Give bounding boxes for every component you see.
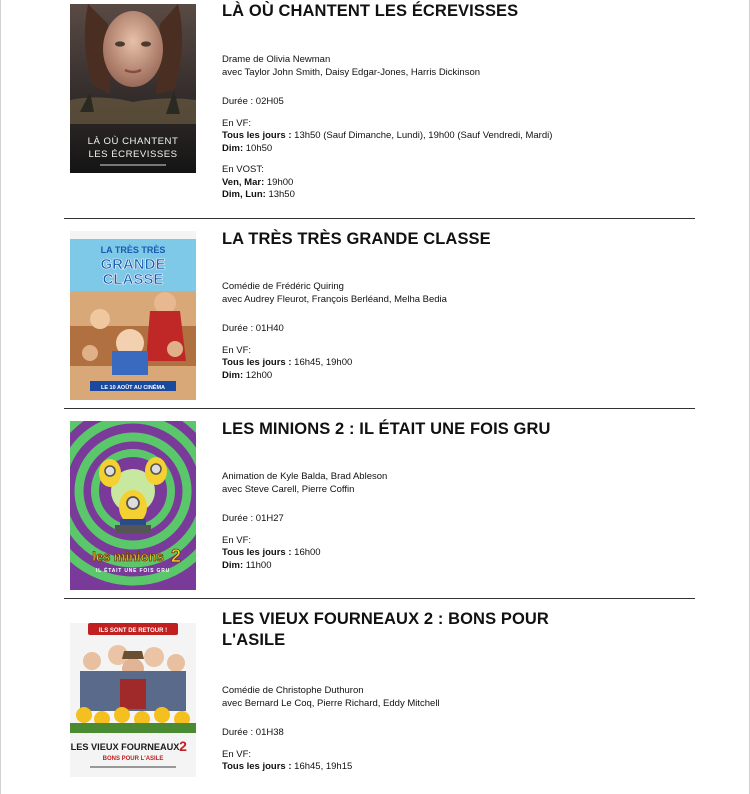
movie-poster[interactable] bbox=[70, 421, 196, 590]
movie-info bbox=[222, 54, 702, 202]
movie-info bbox=[222, 685, 702, 774]
poster-text: LES ÉCREVISSES bbox=[88, 149, 178, 160]
showtime-times: 11h00 bbox=[243, 559, 272, 571]
showtime-row bbox=[222, 143, 702, 156]
poster-text: les minions bbox=[92, 549, 164, 564]
showtime-row bbox=[222, 189, 702, 202]
showtime-days: Dim: bbox=[222, 369, 244, 381]
movie-duration: Durée : 01H38 bbox=[222, 727, 284, 738]
showtime-times: 16h00 bbox=[291, 547, 321, 558]
poster-text: BONS POUR L'ASILE bbox=[102, 756, 164, 762]
poster-text: LES VIEUX FOURNEAUX bbox=[70, 742, 180, 752]
poster-text: ILS SONT DE RETOUR ! bbox=[98, 628, 168, 634]
version-label: En VF: bbox=[222, 534, 252, 546]
movie-info bbox=[222, 281, 702, 382]
movie-genre-director: Comédie de Frédéric Quiring bbox=[222, 281, 344, 292]
poster-image bbox=[70, 231, 196, 400]
showtime-times: 13h50 bbox=[265, 189, 295, 200]
poster-text: 2 bbox=[170, 546, 182, 566]
poster-text: LA TRÈS TRÈS bbox=[100, 245, 166, 255]
showtime-times: 16h45, 19h00 bbox=[291, 357, 353, 368]
movie-title: LES VIEUX FOURNEAUX 2 : BONS POUR L'ASILE bbox=[222, 610, 549, 649]
movie-genre-director: Comédie de Christophe Duthuron bbox=[222, 685, 364, 696]
showtime-days: Dim: bbox=[222, 142, 244, 154]
divider bbox=[64, 218, 695, 219]
showtime-times: 10h50 bbox=[243, 142, 273, 154]
movie-cast: avec Steve Carell, Pierre Coffin bbox=[222, 483, 355, 495]
movie-genre-director: Drame de Olivia Newman bbox=[222, 54, 331, 65]
version-label: En VOST: bbox=[222, 164, 264, 175]
poster-text: IL ÉTAIT UNE FOIS GRU bbox=[95, 568, 171, 574]
poster-image bbox=[70, 421, 196, 590]
movie-info bbox=[222, 471, 702, 572]
showtime-days: Tous les jours : bbox=[222, 357, 292, 368]
movie-poster[interactable] bbox=[70, 4, 196, 173]
showtime-row bbox=[222, 547, 702, 560]
movie-duration: Durée : 01H27 bbox=[222, 513, 284, 524]
showtime-row bbox=[222, 177, 702, 190]
movie-duration: Durée : 01H40 bbox=[222, 323, 284, 334]
movie-title: LÀ OÙ CHANTENT LES ÉCREVISSES bbox=[222, 2, 519, 20]
movie-poster[interactable] bbox=[70, 611, 196, 777]
showtime-row bbox=[222, 761, 702, 774]
version-label: En VF: bbox=[222, 748, 252, 760]
version-label: En VF: bbox=[222, 344, 252, 356]
poster-text: GRANDE bbox=[100, 256, 166, 273]
showtime-times: 13h50 (Sauf Dimanche, Lundi), 19h00 (Sauf Vendredi, Mardi) bbox=[291, 130, 553, 141]
version-label: En VF: bbox=[222, 117, 252, 129]
movie-title: LES MINIONS 2 : IL ÉTAIT UNE FOIS GRU bbox=[222, 420, 551, 438]
poster-image bbox=[70, 4, 196, 173]
divider bbox=[64, 598, 695, 599]
showtime-times: 19h00 bbox=[264, 176, 294, 188]
showtime-days: Dim, Lun: bbox=[222, 189, 266, 200]
movie-title: LA TRÈS TRÈS GRANDE CLASSE bbox=[222, 230, 491, 248]
poster-text: 2 bbox=[179, 738, 187, 754]
movie-genre-director: Animation de Kyle Balda, Brad Ableson bbox=[222, 471, 388, 482]
movie-poster[interactable] bbox=[70, 231, 196, 400]
poster-text: CLASSE bbox=[102, 271, 164, 288]
movie-duration: Durée : 02H05 bbox=[222, 96, 284, 107]
showtime-row bbox=[222, 370, 702, 383]
showtime-days: Ven, Mar: bbox=[222, 176, 265, 188]
showtime-days: Dim: bbox=[222, 559, 244, 571]
showtime-row bbox=[222, 130, 702, 143]
movie-cast: avec Audrey Fleurot, François Berléand, Melha Bedia bbox=[222, 293, 447, 305]
showtime-days: Tous les jours : bbox=[222, 761, 292, 772]
divider bbox=[64, 408, 695, 409]
poster-text: LÀ OÙ CHANTENT bbox=[87, 136, 179, 147]
showtime-times: 16h45, 19h15 bbox=[291, 761, 353, 772]
showtime-days: Tous les jours : bbox=[222, 547, 292, 558]
showtime-row bbox=[222, 357, 702, 370]
movie-cast: avec Taylor John Smith, Daisy Edgar-Jones, Harris Dickinson bbox=[222, 66, 481, 78]
showtime-row bbox=[222, 560, 702, 573]
poster-text: LE 10 AOÛT AU CINÉMA bbox=[100, 385, 166, 391]
movie-cast: avec Bernard Le Coq, Pierre Richard, Eddy Mitchell bbox=[222, 697, 440, 709]
poster-image bbox=[70, 611, 196, 777]
showtime-days: Tous les jours : bbox=[222, 130, 292, 141]
showtime-times: 12h00 bbox=[243, 369, 273, 381]
